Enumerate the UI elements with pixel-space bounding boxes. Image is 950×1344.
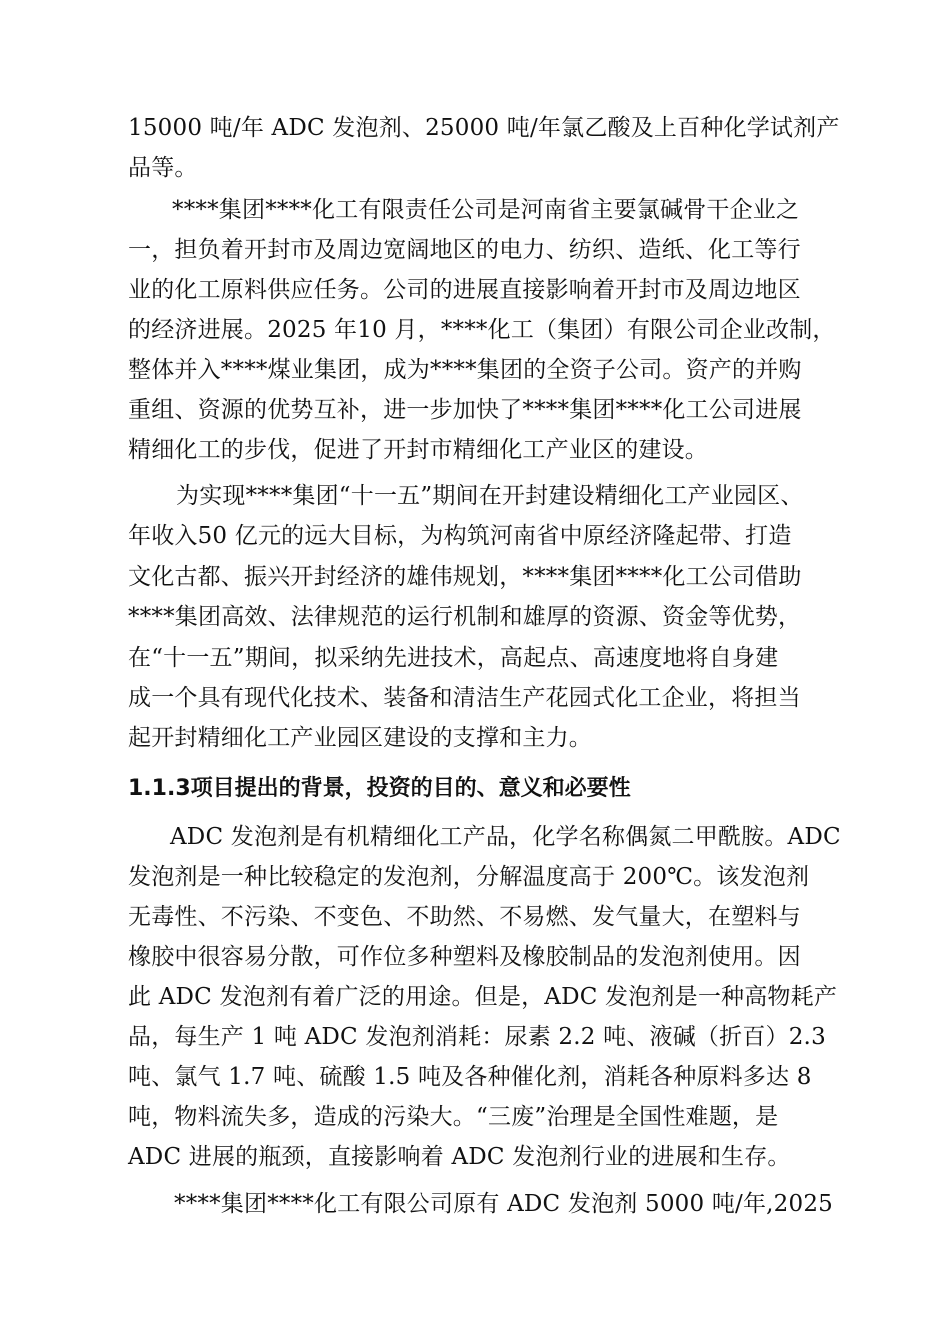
text-line: 起开封精细化工产业园区建设的支撑和主力。 [128,725,592,751]
text-line: ****集团****化工有限公司原有 ADC 发泡剂 5000 吨/年,2025 [174,1191,834,1217]
text-line: 重组、资源的优势互补，进一步加快了****集团****化工公司进展 [128,397,802,423]
text-line: ADC 进展的瓶颈，直接影响着 ADC 发泡剂行业的进展和生存。 [128,1144,791,1170]
text-line: 精细化工的步伐，促进了开封市精细化工产业区的建设。 [128,437,708,463]
text-line: 业的化工原料供应任务。公司的进展直接影响着开封市及周边地区 [128,277,801,303]
text-line: 年收入50 亿元的远大目标，为构筑河南省中原经济隆起带、打造 [128,523,792,549]
text-line: 整体并入****煤业集团，成为****集团的全资子公司。资产的并购 [128,357,802,383]
text-line: 此 ADC 发泡剂有着广泛的用途。但是，ADC 发泡剂是一种高物耗产 [128,984,838,1010]
text-line: 成一个具有现代化技术、装备和清洁生产花园式化工企业，将担当 [128,685,801,711]
text-line: ADC 发泡剂是有机精细化工产品，化学名称偶氮二甲酰胺。ADC [170,824,841,850]
text-line: 无毒性、不污染、不变色、不助然、不易燃、发气量大，在塑料与 [128,904,801,930]
text-line: 橡胶中很容易分散，可作位多种塑料及橡胶制品的发泡剂使用。因 [128,944,801,970]
text-line: ****集团高效、法律规范的运行机制和雄厚的资源、资金等优势， [128,604,802,630]
text-line: 吨，物料流失多，造成的污染大。“三废”治理是全国性难题，是 [128,1104,779,1130]
text-line: ****集团****化工有限责任公司是河南省主要氯碱骨干企业之 [172,197,800,223]
text-line: 一，担负着开封市及周边宽阔地区的电力、纺织、造纸、化工等行 [128,237,801,263]
text-line: 为实现****集团“十一五”期间在开封建设精细化工产业园区、 [176,483,804,509]
text-line: 在“十一五”期间，拟采纳先进技术，高起点、高速度地将自身建 [128,645,779,671]
text-line: 文化古都、振兴开封经济的雄伟规划，****集团****化工公司借助 [128,564,802,590]
text-line: 品，每生产 1 吨 ADC 发泡剂消耗：尿素 2.2 吨、液碱（折百）2.3 [128,1024,826,1050]
text-line: 品等。 [128,155,198,181]
text-line: 15000 吨/年 ADC 发泡剂、25000 吨/年氯乙酸及上百种化学试剂产 [128,115,840,141]
text-line: 的经济进展。2025 年10 月，****化工（集团）有限公司企业改制， [128,317,836,343]
text-line: 吨、氯气 1.7 吨、硫酸 1.5 吨及各种催化剂，消耗各种原料多达 8 [128,1064,812,1090]
text-line: 发泡剂是一种比较稳定的发泡剂，分解温度高于 200℃。该发泡剂 [128,864,810,890]
section-heading: 1.1.3项目提出的背景，投资的目的、意义和必要性 [128,776,631,801]
